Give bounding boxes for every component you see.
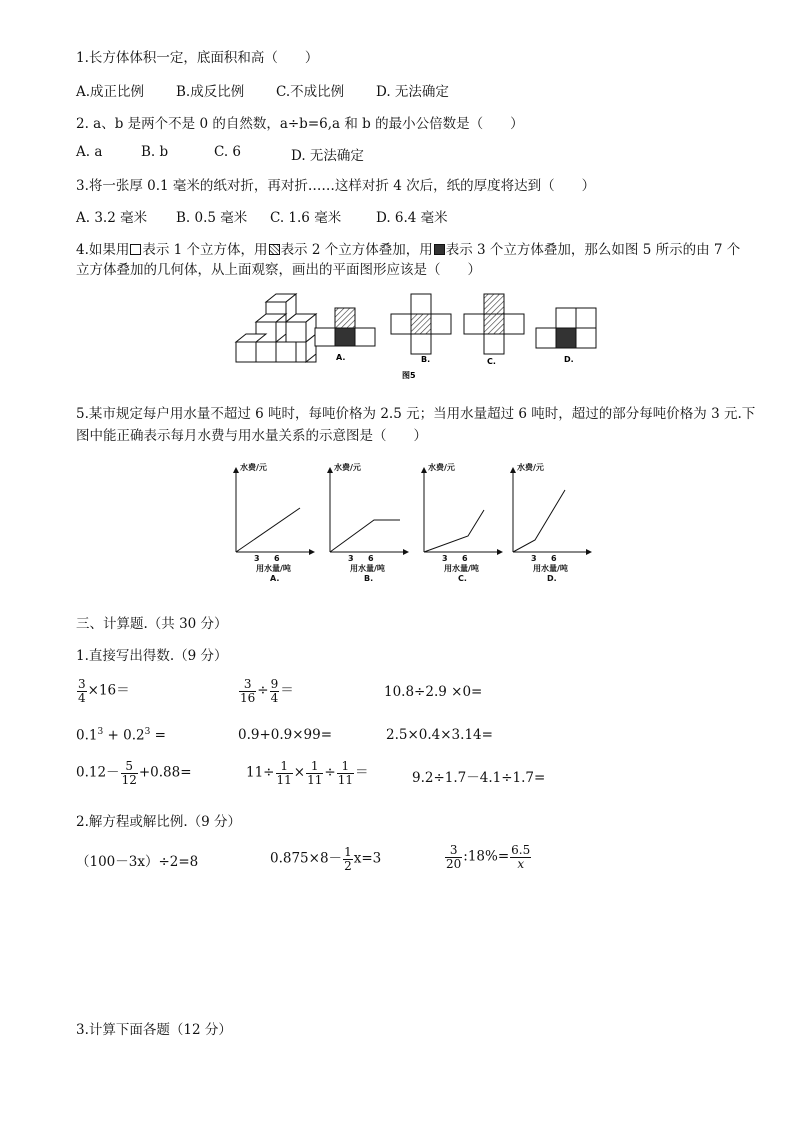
option-b-figure	[391, 294, 451, 354]
option-b-label: B.	[421, 355, 431, 364]
option-a-label: A.	[336, 353, 346, 362]
part-2-title: 2.解方程或解比例.（9 分）	[76, 814, 242, 830]
x-axis-label: 用水量/吨	[256, 564, 291, 573]
option-c-figure	[464, 294, 524, 354]
triple-cube-icon	[434, 244, 445, 255]
calc-r2c2: 0.9+0.9×99=	[238, 727, 333, 743]
option-d-label: D.	[564, 355, 574, 364]
option-d-figure	[536, 308, 596, 348]
question-4-stem-line2: 立方体叠加的几何体，从上面观察，画出的平面图形应该是（ ）	[76, 262, 481, 278]
fee-line	[330, 520, 400, 552]
question-2-option-d: D. 无法确定	[291, 148, 364, 164]
question-5-stem-line1: 5.某市规定每户用水量不超过 6 吨时，每吨价格为 2.5 元；当用水量超过 6 吨时，超过的部分每吨价格为 3 元.下	[76, 406, 756, 422]
y-axis-label: 水费/元	[428, 463, 455, 472]
y-axis-label: 水费/元	[240, 463, 267, 472]
question-2-option-c: C. 6	[214, 144, 242, 160]
tick-label: 3	[531, 554, 537, 563]
question-2-option-b: B. b	[141, 144, 169, 160]
equation-2: 0.875×8－ $\frac{1}{2}$ x=3	[270, 845, 382, 873]
question-2-stem: 2. a、b 是两个不是 0 的自然数，a÷b=6,a 和 b 的最小公倍数是（ ）	[76, 116, 524, 132]
tick-label: 3	[348, 554, 354, 563]
graph-option-label: D.	[547, 574, 557, 583]
calc-r1c2: $\frac{3}{16}$ ÷ $\frac{9}{4}$ ＝	[240, 677, 294, 705]
graph-option-label: C.	[458, 574, 467, 583]
calc-r2c3: 2.5×0.4×3.14=	[386, 727, 493, 743]
fee-line	[513, 490, 565, 552]
question-1-stem: 1.长方体体积一定，底面积和高（ ）	[76, 50, 319, 66]
question-3-option-b: B. 0.5 毫米	[176, 210, 248, 226]
tick-label: 6	[274, 554, 280, 563]
figure-caption: 图5	[402, 371, 416, 380]
x-axis-label: 用水量/吨	[444, 564, 479, 573]
part-3-title: 3.计算下面各题（12 分）	[76, 1022, 232, 1038]
question-2-option-a: A. a	[76, 144, 103, 160]
graph-option-label: A.	[270, 574, 280, 583]
question-3-stem: 3.将一张厚 0.1 毫米的纸对折，再对折……这样对折 4 次后，纸的厚度将达到（ ）	[76, 178, 596, 194]
calc-r3c1: 0.12－ $\frac{5}{12}$ +0.88=	[76, 759, 192, 787]
tick-label: 3	[442, 554, 448, 563]
calc-r3c2: 11÷ $\frac{1}{11}$ × $\frac{1}{11}$ ÷ $\frac{1}{11}$ ＝	[246, 759, 369, 787]
tick-label: 6	[368, 554, 374, 563]
tick-label: 3	[254, 554, 260, 563]
graph-option-label: B.	[364, 574, 374, 583]
x-axis-label: 用水量/吨	[350, 564, 385, 573]
equation-1: （100－3x）÷2=8	[76, 854, 199, 870]
calc-r2c1: $0.1^3 + 0.2^3$ =	[76, 727, 166, 744]
y-axis-label: 水费/元	[334, 463, 361, 472]
question-4-figure	[224, 292, 610, 382]
x-axis-label: 用水量/吨	[533, 564, 568, 573]
question-1-option-d: D. 无法确定	[376, 84, 449, 100]
question-3-option-a: A. 3.2 毫米	[76, 210, 148, 226]
section-3-title: 三、计算题.（共 30 分）	[76, 616, 228, 632]
equation-3: $\frac{3}{20}$ :18%= $\frac{6.5}{x}$	[446, 843, 531, 871]
question-5-stem-line2: 图中能正确表示每月水费与用水量关系的示意图是（ ）	[76, 428, 427, 444]
calc-r1c3: 10.8÷2.9 ×0=	[384, 684, 483, 700]
fee-line	[424, 510, 484, 552]
question-1-option-b: B.成反比例	[176, 84, 245, 100]
cube-stack-figure	[236, 294, 316, 362]
tick-label: 6	[551, 554, 557, 563]
calc-r3c3: 9.2÷1.7－4.1÷1.7=	[412, 770, 546, 786]
question-3-option-c: C. 1.6 毫米	[270, 210, 342, 226]
question-1-option-c: C.不成比例	[276, 84, 345, 100]
question-1-option-a: A.成正比例	[76, 84, 145, 100]
part-1-title: 1.直接写出得数.（9 分）	[76, 648, 228, 664]
tick-label: 6	[462, 554, 468, 563]
calc-r1c1: $\frac{3}{4}$ ×16＝	[78, 677, 130, 705]
double-cube-icon	[269, 244, 280, 255]
y-axis-label: 水费/元	[517, 463, 544, 472]
question-5-graphs	[226, 458, 602, 590]
question-4-stem-line1: 4.如果用 表示 1 个立方体，用 表示 2 个立方体叠加，用 表示 3 个立方体叠加，那么如图 5 所示的由 7 个	[76, 242, 741, 258]
option-a-figure	[315, 308, 375, 346]
single-cube-icon	[130, 244, 141, 255]
fee-line	[236, 508, 300, 552]
question-3-option-d: D. 6.4 毫米	[376, 210, 448, 226]
option-c-label: C.	[487, 357, 496, 366]
